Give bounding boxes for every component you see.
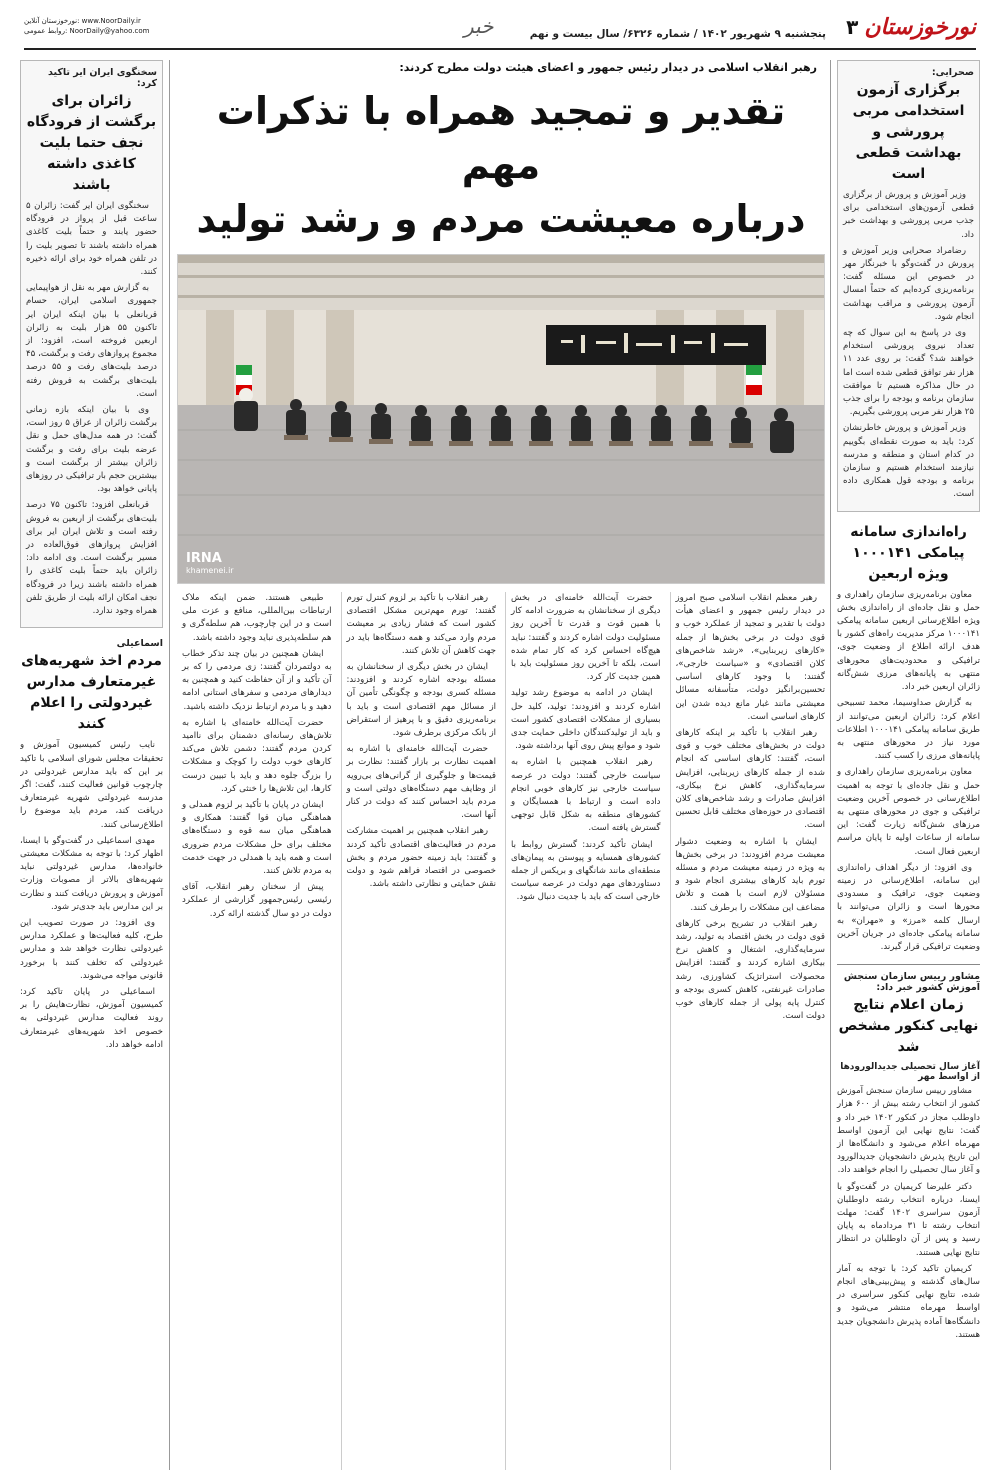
story-headline[interactable]: برگزاری آزمون استخدامی مربی پرورشی و بهداشت قطعی است [852, 82, 965, 182]
photo-credit-site: khamenei.ir [186, 566, 234, 575]
story-konkur-results [837, 971, 980, 1342]
paragraph: وی با بیان اینکه بازه زمانی برگشت زائران از عراق ۵ روز است، گفت: در همه مدل‌های حمل و نقل عرضه بلیت برای رفت و برگشت زائران بیشتر از برگشت است و بیشترین حجم بار ترافیکی در روزهای پایانی خواهد بود. [26, 405, 158, 495]
story-subhead: آغاز سال تحصیلی جدید‌الورودها از اواسط مهر [840, 1062, 980, 1083]
story-body [843, 189, 974, 502]
story-body [26, 200, 157, 618]
story-school-fees [20, 638, 163, 1052]
paragraph: پیش از سخنان رهبر انقلاب، آقای رئیسی رئیس‌جمهور گزارشی از عملکرد دولت در دو سال گذشته ارائه کرد. [182, 882, 332, 919]
newspaper-logo: نورخوزستان [864, 14, 976, 40]
paragraph: وی افزود: از دیگر اهداف راه‌اندازی این سامانه، اطلاع‌رسانی در زمینه وضعیت جوی، ترافیک و مسدودی محورها است و زائران می‌توانند با ارسال کلمه «مرز» و «مهران» به سامانه پیامکی جاده‌ای در جریان آخرین وضعیت ترافیکی قرار گیرند. [837, 862, 980, 952]
story-headline[interactable]: زائران برای برگشت از فرودگاه نجف حتما بلیت کاغذی داشته باشند [26, 93, 157, 193]
paragraph: نایب رئیس کمیسیون آموزش و تحقیقات مجلس شورای اسلامی با تاکید بر این که باید مدارس غیردولتی در چارچوب قوانین فعالیت کنند، گفت: اگر مدرسه غیردولتی شهریه غیرمتعارف دریافت کند، مردم باید موضوع را اطلاع‌رسانی کنند. [20, 740, 163, 830]
main-story [177, 60, 825, 1470]
story-body [837, 589, 980, 954]
divider [837, 964, 980, 965]
paragraph: حضرت آیت‌الله خامنه‌ای با اشاره به اهمیت نظارت بر بازار گفتند: نظارت بر قیمت‌ها و جلوگیری از گرانی‌های بی‌رویه از وظایف مهم دستگاه‌های دولتی است و مردم باید احساس کنند که دولت در کنار آنها است. [346, 744, 496, 821]
story-headline[interactable]: راه‌اندازی سامانه پیامکی ۱۰۰۰۱۴۱ ویژه اربعین [850, 523, 967, 582]
story-body [837, 1085, 980, 1342]
story-headline[interactable]: مردم اخذ شهریه‌های غیرمتعارف مدارس غیردولتی را اعلام کنند [21, 653, 162, 733]
paragraph: طبیعی هستند. ضمن اینکه ملاک ارتباطات بین‌المللی، منافع و عزت ملی است و در این چارچوب، هم سلطه‌گری و هم سلطه‌پذیری نباید وجود داشته باشد. [182, 593, 332, 643]
story-kicker: مشاور رییس سازمان سنجش آموزش کشور خبر داد: [843, 971, 980, 994]
story-headline[interactable]: زمان اعلام نتایج نهایی کنکور مشخص شد [838, 997, 979, 1056]
paragraph: دکتر علیرضا کریمیان در گفت‌وگو با ایسنا، درباره انتخاب رشته داوطلبان آزمون سراسری ۱۴۰۲ گفت: مهلت انتخاب رشته تا ۳۱ مردادماه به پایان رسید و پس از آن داوطلبان در انتظار نتایج نهایی هستند. [837, 1181, 980, 1258]
main-column-3 [341, 592, 497, 1470]
main-kicker: رهبر انقلاب اسلامی در دیدار رئیس جمهور و اعضای هیئت دولت مطرح کردند: [399, 61, 817, 74]
right-column [830, 60, 980, 1470]
masthead [24, 14, 976, 50]
main-column-4 [177, 592, 332, 1470]
story-body [20, 739, 163, 1052]
paragraph: رهبر انقلاب همچنین با اشاره به سیاست خارجی گفتند: دولت در عرصه سیاست خارجی نیز کارهای خوبی انجام داده است و ارتباط با همسایگان و کشورهای منطقه به شکل قابل توجهی گسترش یافته است. [511, 757, 661, 834]
paragraph: ایشان در ادامه به موضوع رشد تولید اشاره کردند و افزودند: تولید، کلید حل بسیاری از مشکلات اقتصادی کشور است و باید از تولیدکنندگان داخلی حمایت جدی شود و موانع پیش روی آنها برداشته شود. [511, 688, 661, 752]
paragraph: مهدی اسماعیلی در گفت‌وگو با ایسنا، اظهار کرد: با توجه به مشکلات معیشتی خانواده‌ها، مدارس غیردولتی نباید شهریه‌های بالاتر از مصوبات وزارت آموزش و پرورش دریافت کنند و نظارت بر این مدارس باید جدی‌تر شود. [20, 835, 163, 912]
paragraph: اسماعیلی در پایان تاکید کرد: کمیسیون آموزش، نظارت‌هایش را بر روند فعالیت مدارس غیردولتی به خصوص اخذ شهریه‌های غیرمتعارف ادامه خواهد داد. [20, 986, 163, 1050]
main-story-columns [177, 592, 825, 1470]
contact-website[interactable]: نورخوزستان آنلاین: www.NoorDaily.ir [24, 17, 141, 25]
meeting-hall-illustration [177, 255, 824, 584]
main-column-1 [670, 592, 826, 1470]
brand-block [846, 14, 976, 40]
paragraph: قربانعلی افزود: تاکنون ۷۵ درصد بلیت‌های برگشت از اربعین به فروش رفته است و تلاش ایران ایر برای افزایش پروازهای فوق‌العاده در مسیر برگشت است. وی ادامه داد: زائران باید حتماً بلیت کاغذی را همراه داشته باشند زیرا در فرودگاه نجف امکان ارائه بلیت از طریق تلفن همراه وجود ندارد. [26, 500, 157, 617]
contact-info [24, 16, 149, 36]
paragraph: حضرت آیت‌الله خامنه‌ای در بخش دیگری از سخنانشان به ضرورت ادامه کار با همین قوت و قدرت تا آخرین روز مسئولیت دولت اشاره کردند و گفتند: نباید هیچ‌گاه احساس کرد که کار تمام شده است، بلکه تا آخرین روز مسئولیت باید با همین جدیت کار کرد. [511, 593, 661, 683]
story-najaf-tickets [20, 60, 163, 628]
main-photo[interactable] [177, 254, 825, 584]
story-sms-system [837, 522, 980, 954]
page-number: ۳ [846, 15, 859, 39]
main-headline-line1: تقدیر و تمجید همراه با تذکرات مهم [216, 89, 786, 187]
paragraph: وی در پاسخ به این سوال که چه تعداد نیروی پرورشی استخدام خواهند شد؟ گفت: بر روی عدد ۱۱ هزار نفر توافق قطعی شده است اما در حال مذاکره هستیم تا موافقت سازمان برنامه و بودجه را برای جذب ۲۵ هزار نفر مربی پرورشی بگیریم. [843, 328, 974, 418]
story-kicker: اسماعیلی [116, 638, 163, 650]
photo-credit [186, 553, 234, 577]
paragraph: رهبر انقلاب با تأکید بر اینکه کارهای دولت در بخش‌های مختلف خوب و قوی است، گفتند: کارهای اساسی که انجام شده از جمله کارهای زیربنایی، افزایش سرمایه‌گذاری، کاهش نرخ بیکاری، افزایش صادرات و رشد شاخص‌های کلان اقتصادی در حوزه‌های مختلف قابل تحسین است. [675, 728, 825, 831]
paragraph: وی افزود: در صورت تصویب این طرح، کلیه فعالیت‌ها و عملکرد مدارس غیردولتی نظارت خواهد شد و مدارس غیردولتی که تخلف کنند با برخورد قانونی مواجه می‌شوند. [20, 917, 163, 981]
left-column [20, 60, 170, 1470]
paragraph: رهبر انقلاب با تأکید بر لزوم کنترل تورم گفتند: تورم مهم‌ترین مشکل اقتصادی کشور است که فشار زیادی بر معیشت مردم وارد می‌کند و همه دستگاه‌ها باید در جهت کاهش آن تلاش کنند. [346, 593, 496, 656]
paragraph: ایشان در بخش دیگری از سخنانشان به مسئله بودجه اشاره کردند و افزودند: مسئله کسری بودجه و چگونگی تأمین آن از مسائل مهم اقتصادی است و باید با برنامه‌ریزی دقیق و با پرهیز از استقراض از بانک مرکزی برطرف شود. [346, 662, 496, 739]
story-kicker: صحرایی: [931, 67, 974, 78]
paragraph: رهبر انقلاب همچنین بر اهمیت مشارکت مردم در فعالیت‌های اقتصادی تأکید کردند و گفتند: باید زمینه حضور مردم و بخش خصوصی در اقتصاد فراهم شود و دولت نقش حمایتی و نظارتی داشته باشد. [346, 826, 496, 890]
paragraph: سخنگوی ایران ایر گفت: زائران ۵ ساعت قبل از پرواز در فرودگاه حضور یابند و حتماً بلیت کاغذی همراه داشته باشند تا تصویر بلیت را در تلفن همراه خود برای ارائه ذخیره کنند. [26, 201, 157, 278]
section-title: خبر [464, 14, 494, 38]
paragraph: معاون برنامه‌ریزی سازمان راهداری و حمل و نقل جاده‌ای از راه‌اندازی بخش ویژه اطلاع‌رسانی اربعین سامانه پیامکی ۱۰۰۰۱۴۱ مرکز مدیریت راه‌های کشور با هدف ارائه اطلاع از وضعیت جوی، ترافیکی و محدودیت‌های محورهای منتهی به پایانه‌های مرزی شش‌گانه زائران اربعین خبر داد. [837, 589, 980, 693]
paragraph: وزیر آموزش و پرورش از برگزاری قطعی آزمون‌های استخدامی برای جذب مربی پرورشی و بهداشت خبر داد. [843, 190, 974, 240]
paragraph: حضرت آیت‌الله خامنه‌ای با اشاره به تلاش‌های رسانه‌ای دشمنان برای ناامید کردن مردم گفتند: دشمن تلاش می‌کند کارهای خوب دولت را کوچک و مشکلات را بزرگ جلوه دهد و باید با تبیین درست کارها، این تلاش‌ها را خنثی کرد. [182, 717, 332, 794]
main-headline-line2: درباره معیشت مردم و رشد تولید [196, 197, 806, 241]
paragraph: وزیر آموزش و پرورش خاطرنشان کرد: باید به صورت نقطه‌ای بگوییم در کدام استان و منطقه و مدرسه نیازمند استخدام هستیم و سازمان برنامه و بودجه قول همکاری داده است. [843, 423, 974, 500]
contact-email[interactable]: روابط عمومی: NoorDaily@yahoo.com [24, 27, 150, 35]
main-headline[interactable] [177, 84, 825, 246]
paragraph: به گزارش صداوسیما، محمد تسبیحی اعلام کرد: زائران اربعین می‌توانند از طریق سامانه پیامکی ۱۰۰۰۱۴۱ اطلاعات مورد نیاز در محورهای منتهی به پایانه‌های مرزی را کسب کنند. [837, 698, 980, 762]
paragraph: ایشان همچنین در بیان چند تذکر خطاب به دولتمردان گفتند: زی مردمی را که بر آن تأکید و از آن حفاظت کنید و همچنین به دیدارهای مردمی و سفرهای استانی ادامه دهید و با مردم ارتباط نزدیک داشته باشید. [182, 648, 332, 712]
paragraph: رهبر معظم انقلاب اسلامی صبح امروز در دیدار رئیس جمهور و اعضای هیأت دولت با تقدیر و تمجید از عملکرد خوب و قوی دولت در برخی بخش‌ها از جمله «کارهای زیربنایی»، «رشد شاخص‌های کلان اقتصادی» و «سیاست خارجی»، گفتند: با وجود کارهای اساسی تحسین‌برانگیز دولت، متأسفانه مسائل معیشتی مانند غبار مانع دیده شدن این کارهای اساسی است. [675, 593, 825, 722]
paragraph: مشاور رییس سازمان سنجش آموزش کشور از انتخاب رشته بیش از ۶۰۰ هزار داوطلب مجاز در کنکور ۱۴۰۲ خبر داد و گفت: نتایج نهایی این آزمون اواسط مهرماه اعلام می‌شود و دانشگاه‌ها از این تاریخ پذیرش دانشجویان جدیدالورود و آغاز سال تحصیلی را انجام خواهند داد. [837, 1086, 980, 1176]
paragraph: رهبر انقلاب در تشریح برخی کارهای قوی دولت در بخش اقتصاد به تولید، رشد سرمایه‌گذاری، اشتغال و کاهش نرخ بیکاری اشاره کردند و گفتند: افزایش محصولات استراتژیک کشاورزی، رشد صادرات غیرنفتی، کاهش کسری بودجه و کنترل پایه پولی از جمله کارهای خوب دولت است. [675, 918, 825, 1022]
paragraph: ایشان تأکید کردند: گسترش روابط با کشورهای همسایه و پیوستن به پیمان‌های منطقه‌ای مانند شانگهای و بریکس از جمله دستاوردهای مهم دولت در عرصه سیاست خارجی است که باید با جدیت دنبال شود. [511, 839, 661, 903]
paragraph: به گزارش مهر به نقل از هواپیمایی جمهوری اسلامی ایران، حسام قربانعلی با بیان اینکه ایران ایر تاکنون ۵۵ هزار بلیت به زائران اربعین فروخته است، افزود: از مجموع پروازهای رفت و برگشت، ۴۵ درصد بلیت‌های رفت و ۵۵ درصد بلیت‌های برگشت به فروش رفته است. [26, 283, 157, 399]
photo-credit-agency: IRNA [186, 551, 222, 566]
main-column-2 [505, 592, 661, 1470]
paragraph: رضامراد صحرایی وزیر آموزش و پرورش در گفت‌وگو با خبرنگار مهر در خصوص این مسئله گفت: برنامه‌ریزی کرده‌ایم که حتماً امسال آزمون پرورشی و مراقب بهداشت انجام شود. [843, 245, 974, 322]
story-kicker: سخنگوی ایران ایر تاکید کرد: [47, 67, 157, 89]
paragraph: کریمیان تاکید کرد: با توجه به آمار سال‌های گذشته و پیش‌بینی‌های انجام شده، نتایج نهایی کنکور سراسری در اواسط مهرماه منتشر می‌شود و دانشگاه‌ها آماده پذیرش دانشجویان جدید هستند. [837, 1263, 980, 1340]
paragraph: ایشان در پایان با تأکید بر لزوم همدلی و هماهنگی میان قوا گفتند: همکاری و هماهنگی میان سه قوه و دستگاه‌های مختلف برای حل مشکلات مردم ضروری است و همه باید با همدلی در جهت خدمت به مردم تلاش کنند. [182, 800, 332, 877]
paragraph: ایشان با اشاره به وضعیت دشوار معیشت مردم افزودند: در برخی بخش‌ها به ویژه در زمینه معیشت مردم و مسئله تورم باید کارهای بیشتری انجام شود و مسئولان لازم است با همت و تلاش مضاعف این مشکلات را برطرف کنند. [675, 836, 825, 913]
flag-right [746, 365, 762, 395]
paragraph: معاون برنامه‌ریزی سازمان راهداری و حمل و نقل جاده‌ای با توجه به اهمیت اطلاع‌رسانی در خصوص آخرین وضعیت ترافیکی و جوی در محورهای منتهی به مرزهای شش‌گانه زیارت گفت: این سامانه از ساعات اولیه تا پایان مراسم اربعین فعال است. [837, 767, 980, 857]
story-exam-recruitment [837, 60, 980, 512]
issue-date: پنجشنبه ۹ شهریور ۱۴۰۲ / شماره ۶۳۲۶/ سال بیست و نهم [529, 28, 826, 40]
